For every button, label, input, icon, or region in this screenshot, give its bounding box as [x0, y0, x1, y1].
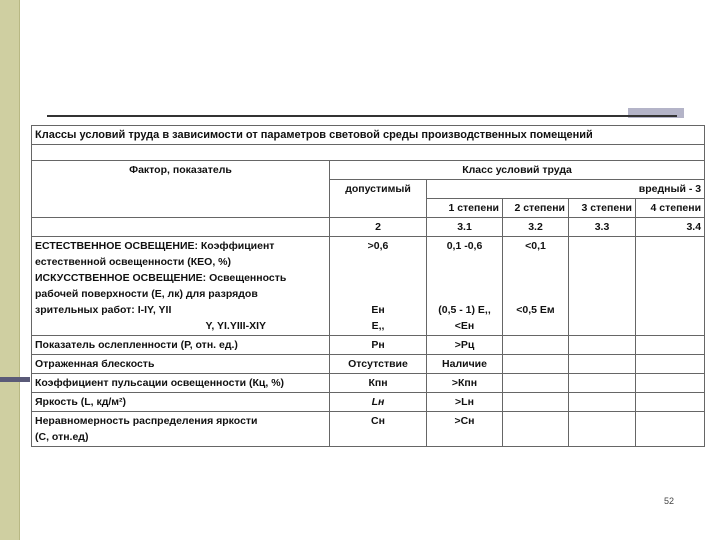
empty-cell	[569, 393, 636, 412]
keo-degree1: 0,1 -0,6	[446, 240, 483, 252]
empty-cell	[503, 393, 569, 412]
value-permissible: Кпн	[330, 374, 427, 393]
blank-cell	[32, 145, 705, 161]
factor-nonuniformity-line: Неравномерность распределения яркости	[35, 415, 258, 427]
lighting-line: ИСКУССТВЕННОЕ ОСВЕЩЕНИЕ: Освещенность	[35, 272, 287, 284]
lighting-line: Y, YI.YIII-XIY	[205, 320, 266, 332]
header-code-3-1: 3.1	[427, 218, 503, 237]
lighting-conditions-table	[31, 125, 705, 447]
empty-cell	[636, 393, 705, 412]
header-degree-2: 2 степени	[503, 199, 569, 218]
empty-cell	[636, 374, 705, 393]
side-marker	[0, 377, 30, 382]
table-row	[32, 374, 705, 393]
header-code-3-2: 3.2	[503, 218, 569, 237]
empty-cell	[569, 374, 636, 393]
value-degree1: Наличие	[427, 355, 503, 374]
illum-permissible-b: Е,,	[371, 320, 385, 332]
lighting-degree2-cell	[503, 237, 569, 336]
empty-cell	[569, 412, 636, 447]
header-degree-3: 3 степени	[569, 199, 636, 218]
value-permissible: Lн	[330, 393, 427, 412]
keo-degree2: <0,1	[525, 240, 546, 252]
header-permissible: допустимый	[330, 180, 427, 218]
illum-degree1-a: (0,5 - 1) Е,,	[438, 304, 491, 316]
lighting-gap	[430, 254, 499, 302]
empty-cell	[503, 412, 569, 447]
value-degree1: >Кпн	[427, 374, 503, 393]
empty-cell	[636, 412, 705, 447]
lighting-line: рабочей поверхности (Е, лк) для разрядов	[35, 288, 258, 300]
header-codes-spacer	[32, 218, 330, 237]
lighting-row	[32, 237, 705, 336]
caption-row	[32, 126, 705, 145]
header-class-group: Класс условий труда	[330, 161, 705, 180]
empty-cell	[503, 336, 569, 355]
lighting-line: зрительных работ: I-IY, YII	[35, 304, 172, 316]
table-row	[32, 336, 705, 355]
empty-cell	[569, 355, 636, 374]
illum-degree1-b: <Ен	[454, 320, 475, 332]
lighting-degree4-cell	[636, 237, 705, 336]
header-row-codes	[32, 218, 705, 237]
empty-cell	[636, 355, 705, 374]
illum-permissible-a: Ен	[371, 304, 385, 316]
header-row-1	[32, 161, 705, 180]
lighting-line: естественной освещенности (КЕО, %)	[35, 256, 232, 268]
header-factor: Фактор, показатель	[32, 161, 330, 218]
factor-glare-index: Показатель ослепленности (Р, отн. ед.)	[32, 336, 330, 355]
table-row	[32, 412, 705, 447]
lighting-degree3-cell	[569, 237, 636, 336]
factor-nonuniformity-unit: (С, отн.ед)	[35, 431, 89, 443]
blank-row	[32, 145, 705, 161]
empty-cell	[503, 374, 569, 393]
table-caption: Классы условий труда в зависимости от параметров световой среды производственных помещений	[32, 126, 705, 145]
empty-cell	[569, 336, 636, 355]
header-code-3-4: 3.4	[636, 218, 705, 237]
lighting-line: ЕСТЕСТВЕННОЕ ОСВЕЩЕНИЕ: Коэффициент	[35, 240, 275, 252]
factor-pulsation: Коэффициент пульсации освещенности (Кц, %)	[32, 374, 330, 393]
lighting-factor-cell	[32, 237, 330, 336]
header-code-3-3: 3.3	[569, 218, 636, 237]
keo-permissible: >0,6	[367, 240, 389, 252]
title-rule	[47, 115, 677, 117]
header-code-2: 2	[330, 218, 427, 237]
empty-cell	[503, 355, 569, 374]
table-row	[32, 393, 705, 412]
header-degree-1: 1 степени	[427, 199, 503, 218]
slide-side-band	[0, 0, 20, 540]
factor-brightness: Яркость (L, кд/м²)	[32, 393, 330, 412]
empty-cell	[636, 336, 705, 355]
value-permissible: Рн	[330, 336, 427, 355]
header-degree-4: 4 степени	[636, 199, 705, 218]
page-number: 52	[664, 496, 675, 506]
value-degree1: >Рц	[427, 336, 503, 355]
value-degree1: >Lн	[427, 393, 503, 412]
lighting-permissible-cell	[330, 237, 427, 336]
lighting-gap	[506, 254, 565, 302]
table-row	[32, 355, 705, 374]
factor-nonuniformity	[32, 412, 330, 447]
illum-degree2-a: <0,5 Ем	[516, 304, 555, 316]
lighting-degree1-cell	[427, 237, 503, 336]
lighting-gap	[333, 254, 423, 302]
value-permissible: Отсутствие	[330, 355, 427, 374]
header-harmful: вредный - 3	[427, 180, 705, 199]
value-permissible: Сн	[330, 412, 427, 447]
value-degree1: >Сн	[427, 412, 503, 447]
factor-reflected-glare: Отраженная блескость	[32, 355, 330, 374]
